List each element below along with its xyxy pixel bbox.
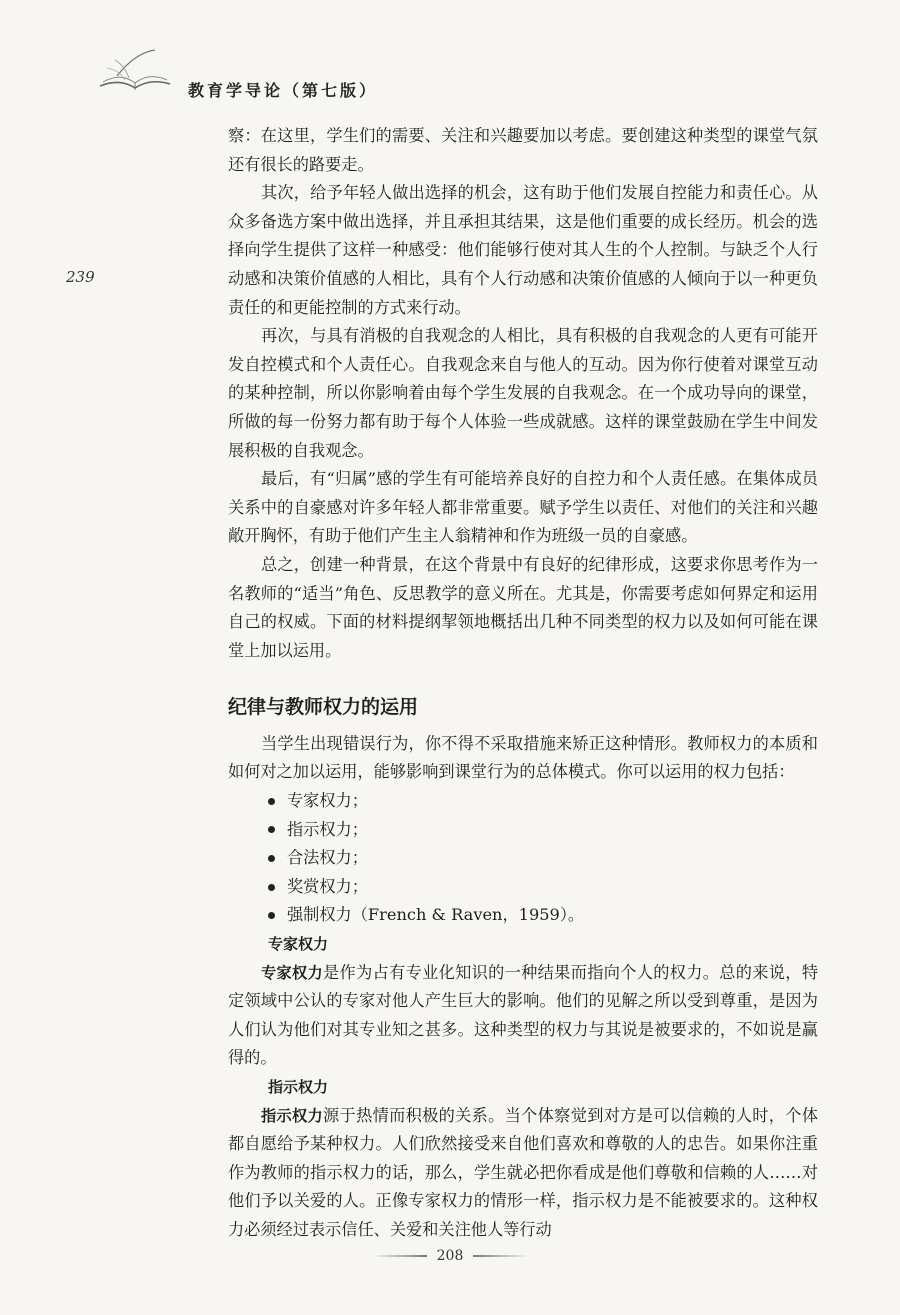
footer-rule-left (372, 1255, 427, 1257)
expert-power-text: 是作为占有专业化知识的一种结果而指向个人的权力。总的来说，特定领域中公认的专家对他人产生巨大的影响。他们的见解之所以受到尊重，是因为人们认为他们对其专业知之甚多。这种类型的权力与其说是被要求的，不如说是赢得的。 (228, 962, 819, 1068)
page-body (228, 122, 818, 1245)
paragraph-expert-power (228, 959, 818, 1073)
paragraph-summary: 总之，创建一种背景，在这个背景中有良好的纪律形成，这要求你思考作为一名教师的“适当”角色、反思教学的意义所在。尤其是，你需要考虑如何界定和运用自己的权威。下面的材料提纲挈领地概括出几种不同类型的权力以及如何可能在课堂上加以运用。 (228, 554, 818, 660)
bullet-icon (268, 884, 275, 891)
power-types-list (228, 787, 818, 930)
running-head: 教育学导论（第七版） (188, 81, 379, 100)
bullet-icon (268, 826, 275, 833)
page-number: 208 (436, 1248, 464, 1264)
section-heading: 纪律与教师权力的运用 (228, 696, 419, 719)
section-intro: 当学生出现错误行为，你不得不采取措施来矫正这种情形。教师权力的本质和如何对之加以运用，能够影响到课堂行为的总体模式。你可以运用的权力包括： (228, 733, 818, 782)
term-referent-power: 指示权力 (261, 1106, 324, 1125)
footer-rule-right (473, 1255, 528, 1257)
page-footer (0, 1248, 900, 1264)
list-item: 专家权力； (268, 787, 818, 816)
list-item: 合法权力； (268, 844, 818, 873)
list-item: 强制权力（French & Raven，1959）。 (268, 901, 818, 930)
paragraph-third: 再次，与具有消极的自我观念的人相比，具有积极的自我观念的人更有可能开发自控模式和个人责任心。自我观念来自与他人的互动。因为你行使着对课堂互动的某种控制，所以你影响着由每个学生发展的自我观念。在一个成功导向的课堂，所做的每一份努力都有助于每个人体验一些成就感。这样的课堂鼓励在学生中间发展积极的自我观念。 (228, 326, 818, 460)
book-quill-ornament-icon (95, 48, 175, 98)
subheading-referent-power: 指示权力 (268, 1078, 329, 1096)
paragraph-finally: 最后，有“归属”感的学生有可能培养良好的自控力和个人责任感。在集体成员关系中的自豪感对许多年轻人都非常重要。赋予学生以责任、对他们的关注和兴趣敞开胸怀，有助于他们产生主人翁精神和作为班级一员的自豪感。 (228, 469, 818, 546)
bullet-icon (268, 798, 275, 805)
paragraph-continuation: 察：在这里，学生们的需要、关注和兴趣要加以考虑。要创建这种类型的课堂气氛还有很长的路要走。 (228, 126, 818, 174)
list-item: 奖赏权力； (268, 873, 818, 902)
bullet-icon (268, 912, 275, 919)
bullet-icon (268, 855, 275, 862)
term-expert-power: 专家权力 (261, 963, 324, 982)
margin-page-number: 239 (66, 268, 95, 286)
subheading-expert-power: 专家权力 (268, 935, 329, 954)
paragraph-second: 其次，给予年轻人做出选择的机会，这有助于他们发展自控能力和责任心。从众多备选方案中做出选择，并且承担其结果，这是他们重要的成长经历。机会的选择向学生提供了这样一种感受：他们能够行使对其人生的个人控制。与缺乏个人行动感和决策价值感的人相比，具有个人行动感和决策价值感的人倾向于以一种更负责任的和更能控制的方式来行动。 (228, 183, 818, 317)
referent-power-text: 源于热情而积极的关系。当个体察觉到对方是可以信赖的人时，个体都自愿给予某种权力。人们欣然接受来自他们喜欢和尊敬的人的忠告。如果你注重作为教师的指示权力的话，那么，学生就必把你看成是他们尊敬和信赖的人……对他们予以关爱的人。正像专家权力的情形一样，指示权力是不能被要求的。这种权力必须经过表示信任、关爱和关注他人等行动 (228, 1105, 819, 1239)
list-item: 指示权力； (268, 816, 818, 845)
paragraph-referent-power (228, 1102, 818, 1245)
